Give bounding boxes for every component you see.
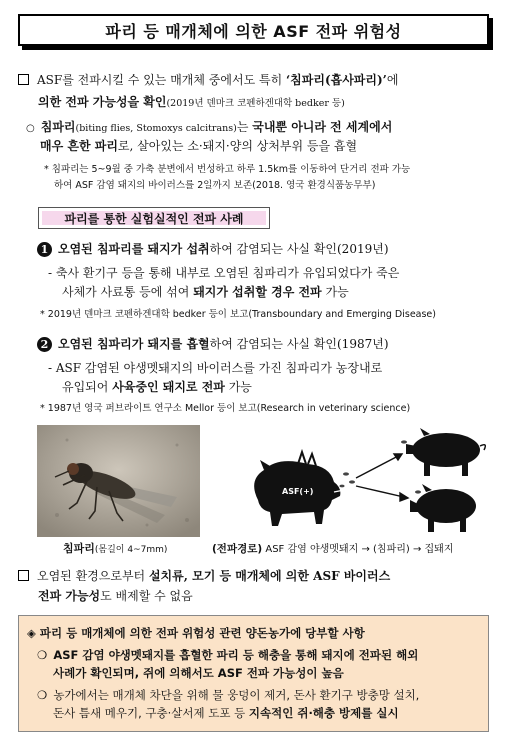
case1-body-1: - 축사 환기구 등을 통해 내부로 오염된 침파리가 유입되었다가 죽은	[48, 266, 400, 280]
transmission-diagram	[238, 420, 496, 538]
box-item-2-line-1: ❍ 농가에서는 매개체 차단을 위해 물 웅덩이 제거, 돈사 환기구 방충망 설치,	[37, 688, 420, 702]
fly-note-1: * 침파리는 5~9월 중 가축 분변에서 번성하고 하루 1.5km를 이동하여 단거리 전파 가능	[44, 164, 411, 175]
case2-body-1: - ASF 감염된 야생멧돼지의 바이러스를 가진 침파리가 농장내로	[48, 361, 383, 375]
case2-note: * 1987년 영국 퍼브라이트 연구소 Mellor 등이 보고(Research in veterinary science)	[40, 403, 411, 414]
ring-bullet-icon: ○	[26, 123, 35, 134]
wild-boar-icon	[254, 452, 344, 526]
fly-illustration	[37, 425, 200, 537]
box-item-1-line-2: 사례가 확인되며, 쥐에 의해서도 ASF 전파 가능성이 높음	[53, 666, 344, 680]
section-tag: 파리를 통한 실험실적인 전파 사례	[38, 207, 270, 229]
ring-bullet-icon: ❍	[37, 688, 48, 702]
fly-note-2: 하여 ASF 감염 돼지의 바이러스를 2일까지 보존(2018. 영국 환경식품농무부)	[54, 180, 376, 191]
route-caption: (전파경로) ASF 감염 야생멧돼지 → (침파리) → 집돼지	[212, 543, 454, 555]
fly-line-2: 매우 흔한 파리로, 살아있는 소·돼지·양의 상처부위 등을 흡혈	[40, 139, 358, 153]
photo-caption: 침파리(몸길이 4~7mm)	[63, 542, 168, 555]
fly-cluster-icon	[340, 472, 356, 487]
intro-line-1: ASF를 전파시킬 수 있는 매개체 중에서도 특히 ‘침파리(흡사파리)’에	[18, 71, 398, 89]
checkbox-square-icon	[18, 570, 29, 581]
number-badge-2: 2	[37, 337, 52, 352]
page-title: 파리 등 매개체에 의한 ASF 전파 위험성	[105, 21, 402, 41]
route-arrows	[356, 454, 408, 501]
checkbox-square-icon	[18, 74, 29, 85]
other-line-1: 오염된 환경으로부터 설치류, 모기 등 매개체에 의한 ASF 바이러스	[18, 567, 390, 585]
box-item-1-line-1: ❍ ASF 감염 야생멧돼지를 흡혈한 파리 등 해충을 통해 돼지에 전파된 해외	[37, 648, 419, 662]
stable-fly-photo	[37, 425, 200, 537]
box-heading: ◈ 파리 등 매개체에 의한 전파 위험성 관련 양돈농가에 당부할 사항	[27, 626, 365, 640]
number-badge-1: 1	[37, 242, 52, 257]
box-item-2-line-2: 돈사 틈새 메우기, 구충·살서제 도포 등 지속적인 쥐·해충 방제를 실시	[53, 706, 399, 720]
case2-body-2: 유입되어 사육중인 돼지로 전파 가능	[62, 380, 252, 394]
diamond-bullet-icon: ◈	[27, 626, 36, 640]
case1-heading: 1 오염된 침파리를 돼지가 섭취하여 감염되는 사실 확인(2019년)	[37, 240, 389, 258]
case1-note: * 2019년 덴마크 코펜하겐대학 bedker 등이 보고(Transboundary and Emerging Disease)	[40, 309, 436, 320]
case2-heading: 2 오염된 침파리가 돼지를 흡혈하여 감염되는 사실 확인(1987년)	[37, 335, 389, 353]
case1-body-2: 사체가 사료통 등에 섞여 돼지가 섭취할 경우 전파 가능	[62, 285, 349, 299]
domestic-pig-icon	[406, 428, 485, 476]
recommendation-box	[18, 615, 489, 732]
other-line-2: 전파 가능성도 배제할 수 없음	[38, 589, 193, 603]
fly-line-1: ○ 침파리(biting flies, Stomoxys calcitrans)는 국내뿐 아니라 전 세계에서	[26, 120, 393, 134]
ring-bullet-icon: ❍	[37, 648, 48, 662]
intro-line-2: 의한 전파 가능성을 확인(2019년 덴마크 코펜하겐대학 bedker 등)	[38, 95, 345, 109]
title-box	[18, 14, 489, 46]
svg-text:ASF(+): ASF(+)	[282, 487, 314, 496]
